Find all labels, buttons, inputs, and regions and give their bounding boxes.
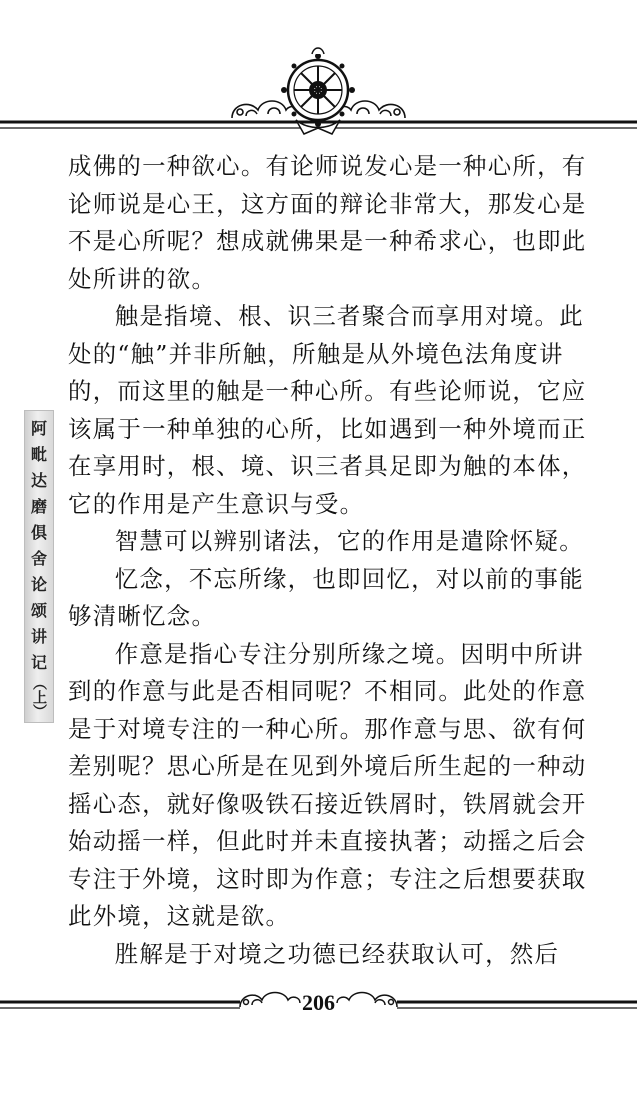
side-tab-char: 颂	[30, 600, 47, 620]
side-tab-char: 达	[30, 470, 47, 490]
side-tab-char: 舍	[30, 548, 47, 568]
side-tab-char: 讲	[30, 626, 47, 646]
paragraph: 胜解是于对境之功德已经获取认可，然后	[114, 939, 560, 968]
side-tab-char: 磨	[30, 496, 47, 516]
side-tab-volume: （上）	[31, 675, 47, 718]
page-number: 206	[302, 990, 335, 1015]
paragraph: 忆念，不忘所缘，也即回忆，对以前的事能够清晰忆念。	[68, 564, 584, 630]
side-tab-char: 论	[30, 574, 47, 594]
paragraph: 成佛的一种欲心。有论师说发心是一种心所，有论师说是心王，这方面的辩论非常大，那发心是不是心所呢？想成就佛果是一种希求心，也即此处所讲的欲。	[68, 152, 587, 293]
cloud-scroll-right-icon	[337, 101, 405, 118]
side-tab-char: 记	[30, 652, 47, 672]
paragraph: 作意是指心专注分别所缘之境。因明中所讲到的作意与此是否相同呢？不相同。此处的作意是于对境专注的一种心所。那作意与思、欲有何差别呢？思心所是在见到外境后所生起的一种动摇心态，就好像吸铁石接近铁屑时，铁屑就会开始动摇一样，但此时并未直接执著；动摇之后会专注于外境，这时即为作意；专注之后想要获取此外境，这就是欲。	[68, 639, 587, 930]
side-tab-char: 毗	[30, 444, 47, 464]
paragraph: 智慧可以辨别诸法，它的作用是遣除怀疑。	[114, 527, 584, 555]
cloud-scroll-left-icon	[232, 101, 300, 118]
book-title-side-tab	[24, 410, 54, 723]
side-tab-char: 俱	[30, 522, 47, 542]
paragraph: 触是指境、根、识三者聚合而享用对境。此处的“触”并非所触，所触是从外境色法角度讲的，而这里的触是一种心所。有些论师说，它应该属于一种单独的心所，比如遇到一种外境而正在享用时，根、境、识三者具足即为触的本体，它的作用是产生意识与受。	[68, 302, 587, 518]
side-tab-char: 阿	[30, 418, 47, 438]
page-body	[68, 148, 598, 973]
header-ornament	[0, 0, 637, 140]
